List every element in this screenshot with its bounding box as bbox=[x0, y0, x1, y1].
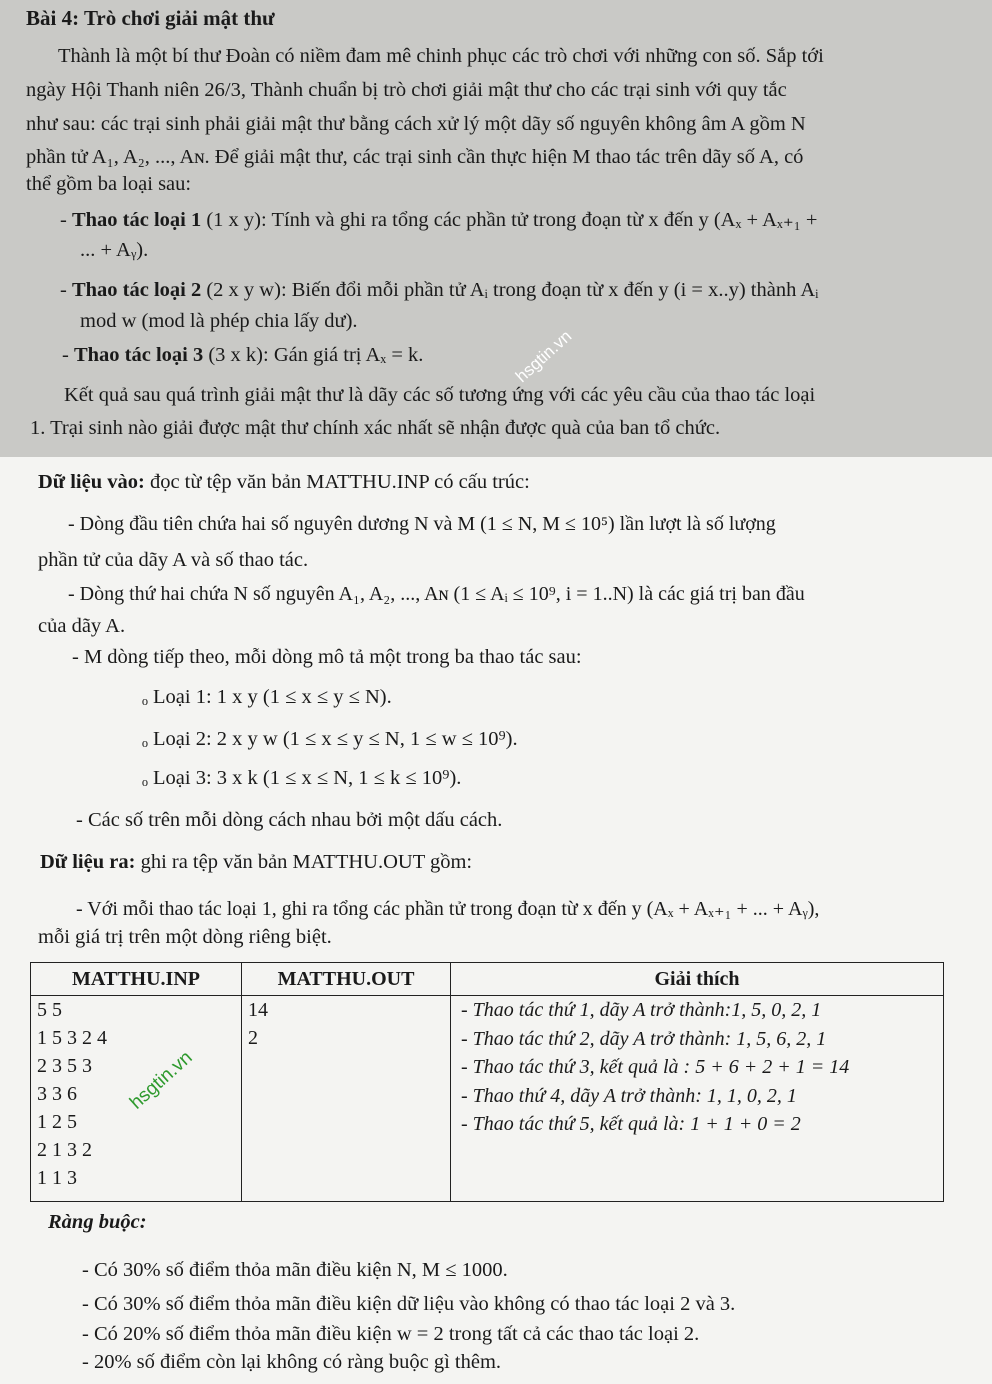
input-sample-line: 1 1 3 bbox=[37, 1167, 77, 1189]
problem-title: Bài 4: Trò chơi giải mật thư bbox=[26, 6, 275, 30]
constraint-item: - Có 30% số điểm thỏa mãn điều kiện dữ liệu vào không có thao tác loại 2 và 3. bbox=[82, 1293, 736, 1315]
input-line-3: - M dòng tiếp theo, mỗi dòng mô tả một trong ba thao tác sau: bbox=[72, 646, 582, 668]
op2-line-2: mod w (mod là phép chia lấy dư). bbox=[80, 310, 358, 332]
example-body-row bbox=[31, 996, 944, 1202]
intro-line-4: phần tử A₁, A₂, ..., Aɴ. Để giải mật thư, các trại sinh cần thực hiện M thao tác trên dãy số A, có bbox=[26, 146, 804, 168]
input-type-3: ₒ Loại 3: 3 x k (1 ≤ x ≤ N, 1 ≤ k ≤ 10⁹). bbox=[142, 767, 462, 789]
header-explain: Giải thích bbox=[451, 963, 944, 996]
input-heading bbox=[38, 470, 530, 495]
constraints-label: Ràng buộc: bbox=[48, 1211, 147, 1233]
constraint-item: - Có 20% số điểm thỏa mãn điều kiện w = 2 trong tất cả các thao tác loại 2. bbox=[82, 1323, 700, 1345]
input-sample-line: 3 3 6 bbox=[37, 1083, 77, 1105]
result-line-2: 1. Trại sinh nào giải được mật thư chính xác nhất sẽ nhận được quà của ban tổ chức. bbox=[30, 417, 721, 439]
output-label: Dữ liệu ra: bbox=[40, 851, 136, 873]
explain-line: - Thao tác thứ 2, dãy A trở thành: 1, 5, 6, 2, 1 bbox=[461, 1027, 827, 1050]
output-heading-text: ghi ra tệp văn bản MATTHU.OUT gồm: bbox=[140, 851, 473, 873]
input-sample-line: 5 5 bbox=[37, 999, 62, 1021]
watermark-top: hsgtin.vn bbox=[512, 326, 576, 387]
input-sample-line: 1 5 3 2 4 bbox=[37, 1027, 107, 1049]
input-type-2-text: Loại 2: 2 x y w (1 ≤ x ≤ y ≤ N, 1 ≤ w ≤ 10⁹). bbox=[153, 728, 518, 750]
op3-title: Thao tác loại 3 bbox=[73, 344, 204, 366]
input-sample-line: 1 2 5 bbox=[37, 1111, 77, 1133]
explain-line: - Thao tác thứ 3, kết quả là : 5 + 6 + 2 + 1 = 14 bbox=[461, 1056, 850, 1078]
input-type-2: ₒ Loại 2: 2 x y w (1 ≤ x ≤ y ≤ N, 1 ≤ w ≤ 10⁹). bbox=[142, 728, 518, 750]
input-type-1-text: Loại 1: 1 x y (1 ≤ x ≤ y ≤ N). bbox=[153, 686, 392, 708]
output-line-1: - Với mỗi thao tác loại 1, ghi ra tổng các phần tử trong đoạn từ x đến y (Aₓ + Aₓ₊₁ + ... + Aᵧ), bbox=[76, 898, 820, 920]
constraint-item: - Có 30% số điểm thỏa mãn điều kiện N, M ≤ 1000. bbox=[82, 1259, 508, 1281]
input-label: Dữ liệu vào: bbox=[38, 471, 145, 493]
op1-line-1: - Thao tác loại 1 (1 x y): Tính và ghi ra tổng các phần tử trong đoạn từ x đến y (Aₓ + Aₓ₊₁ + bbox=[60, 209, 818, 231]
explain-line: - Thao tác thứ 5, kết quả là: 1 + 1 + 0 = 2 bbox=[461, 1113, 801, 1135]
output-line-2: mỗi giá trị trên một dòng riêng biệt. bbox=[38, 926, 332, 948]
example-explain-cell bbox=[451, 996, 944, 1202]
input-line-2b: của dãy A. bbox=[38, 615, 126, 637]
input-sample-line: 2 3 5 3 bbox=[37, 1055, 92, 1077]
intro-line-2: ngày Hội Thanh niên 26/3, Thành chuẩn bị trò chơi giải mật thư cho các trại sinh với quy tắc bbox=[26, 79, 787, 101]
header-output: MATTHU.OUT bbox=[242, 963, 451, 996]
output-heading bbox=[40, 850, 472, 875]
example-header-row bbox=[31, 963, 944, 996]
constraint-item: - 20% số điểm còn lại không có ràng buộc gì thêm. bbox=[82, 1351, 502, 1373]
header-input: MATTHU.INP bbox=[31, 963, 242, 996]
input-line-1: - Dòng đầu tiên chứa hai số nguyên dương N và M (1 ≤ N, M ≤ 10⁵) lần lượt là số lượng bbox=[68, 513, 776, 535]
input-sample-line: 2 1 3 2 bbox=[37, 1139, 92, 1161]
op2-title: Thao tác loại 2 bbox=[71, 279, 202, 301]
op2-line-1: - Thao tác loại 2 (2 x y w): Biến đổi mỗi phần tử Aᵢ trong đoạn từ x đến y (i = x..y) thành Aᵢ bbox=[60, 279, 819, 301]
result-line-1: Kết quả sau quá trình giải mật thư là dãy các số tương ứng với các yêu cầu của thao tác loại bbox=[64, 384, 816, 406]
output-sample-line: 14 bbox=[248, 999, 268, 1021]
input-line-1b: phần tử của dãy A và số thao tác. bbox=[38, 549, 309, 571]
watermark-table: hsgtin.vn bbox=[126, 1047, 197, 1114]
op1-text: (1 x y): Tính và ghi ra tổng các phần tử trong đoạn từ x đến y (Aₓ + Aₓ₊₁ + bbox=[206, 209, 818, 231]
input-type-1: ₒ Loại 1: 1 x y (1 ≤ x ≤ y ≤ N). bbox=[142, 686, 392, 708]
example-output-cell bbox=[242, 996, 451, 1202]
explain-line: - Thao thứ 4, dãy A trở thành: 1, 1, 0, 2, 1 bbox=[461, 1084, 797, 1107]
input-heading-text: đọc từ tệp văn bản MATTHU.INP có cấu trúc: bbox=[149, 471, 530, 493]
output-sample-line: 2 bbox=[248, 1027, 258, 1049]
input-line-4: - Các số trên mỗi dòng cách nhau bởi một dấu cách. bbox=[76, 809, 503, 831]
intro-line-3: như sau: các trại sinh phải giải mật thư bằng cách xử lý một dãy số nguyên không âm A gồm N bbox=[26, 113, 806, 135]
op3-text: (3 x k): Gán giá trị Aₓ = k. bbox=[208, 344, 424, 366]
intro-line-5: thể gồm ba loại sau: bbox=[26, 173, 192, 195]
input-line-2: - Dòng thứ hai chứa N số nguyên A₁, A₂, ..., Aɴ (1 ≤ Aᵢ ≤ 10⁹, i = 1..N) là các giá trị ban đầu bbox=[68, 583, 805, 605]
op2-text: (2 x y w): Biến đổi mỗi phần tử Aᵢ trong đoạn từ x đến y (i = x..y) thành Aᵢ bbox=[206, 279, 819, 301]
intro-line-1: Thành là một bí thư Đoàn có niềm đam mê chinh phục các trò chơi với những con số. Sắp tới bbox=[58, 45, 824, 67]
input-type-3-text: Loại 3: 3 x k (1 ≤ x ≤ N, 1 ≤ k ≤ 10⁹). bbox=[153, 767, 462, 789]
op1-title: Thao tác loại 1 bbox=[71, 209, 202, 231]
op3-line-1: - Thao tác loại 3 (3 x k): Gán giá trị Aₓ = k. bbox=[62, 344, 424, 366]
explain-line: - Thao tác thứ 1, dãy A trở thành:1, 5, 0, 2, 1 bbox=[461, 999, 822, 1021]
op1-line-2: ... + Aᵧ). bbox=[80, 239, 149, 261]
